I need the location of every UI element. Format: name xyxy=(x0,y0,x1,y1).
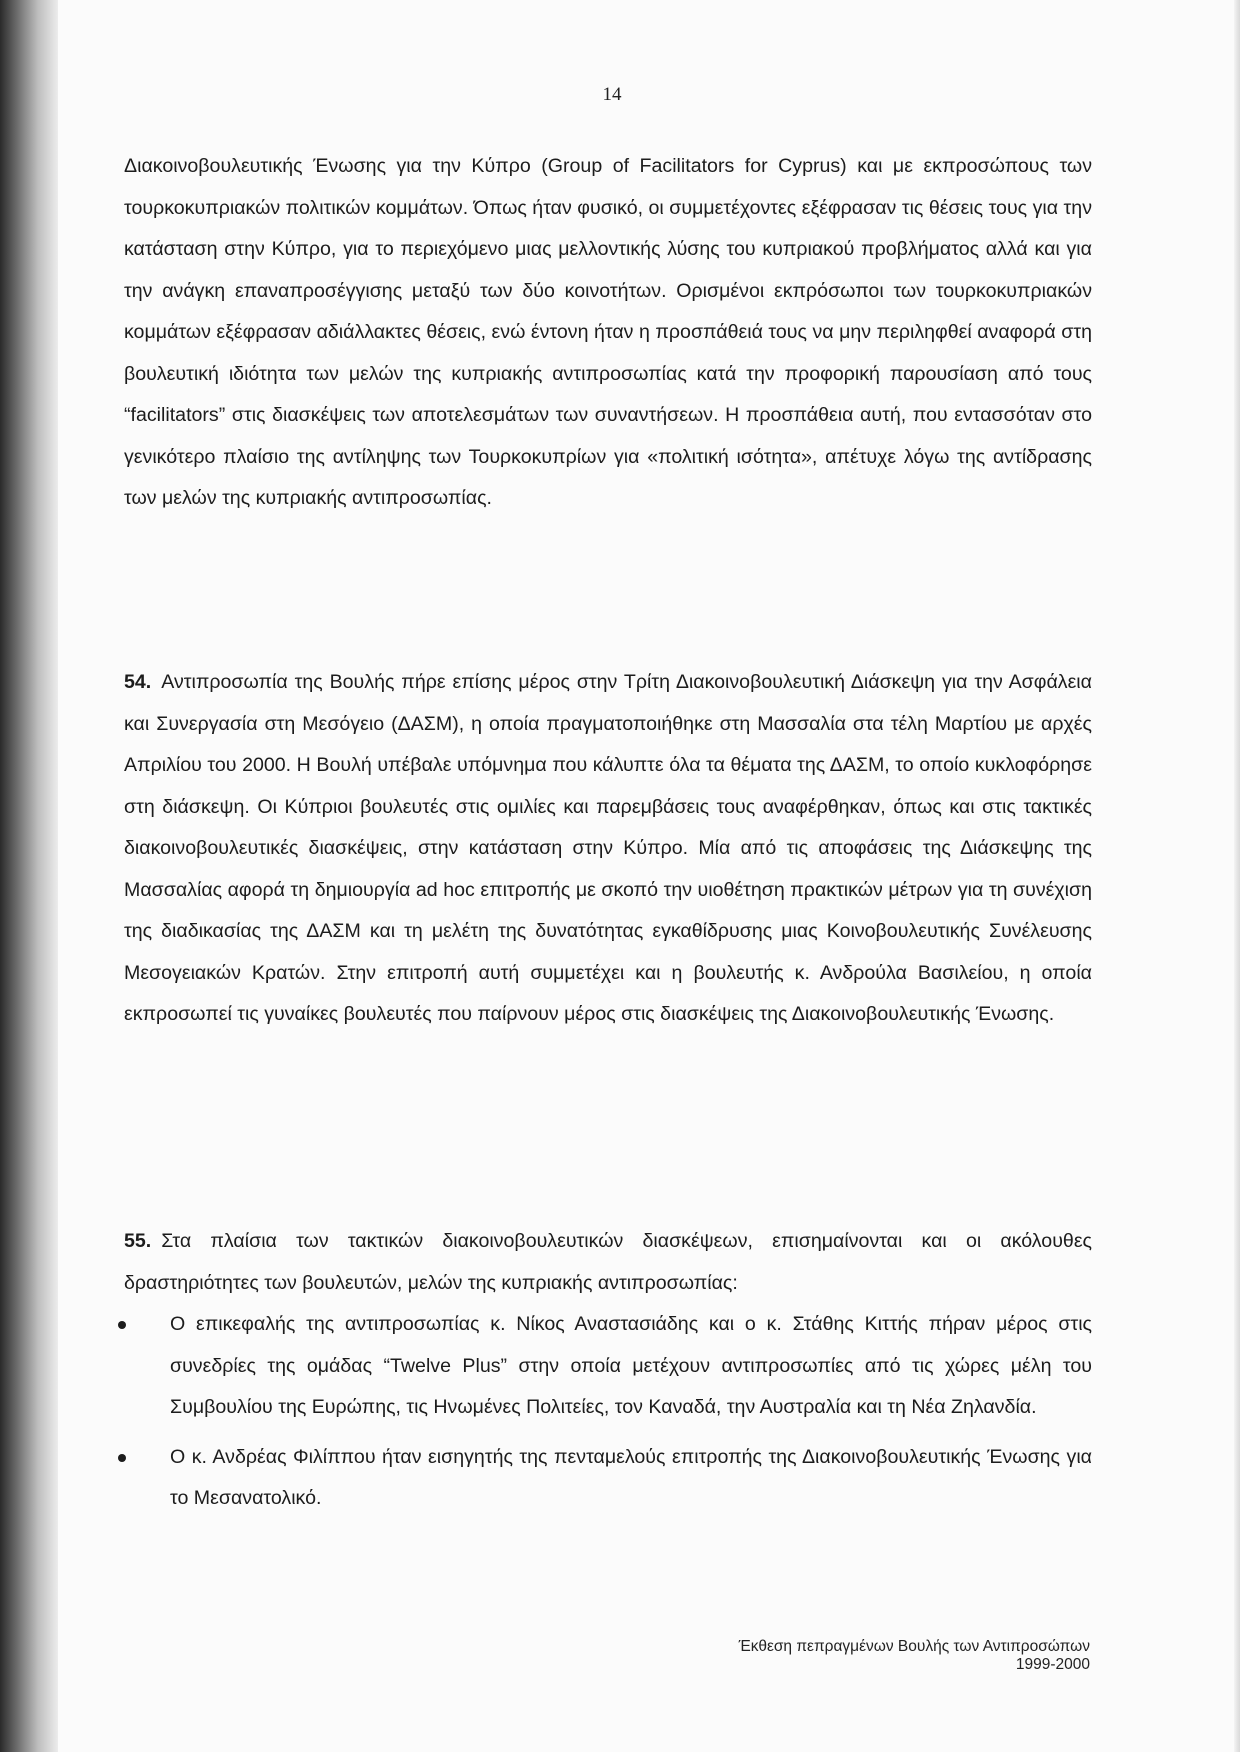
section-55 xyxy=(124,1221,1092,1520)
bullet-item xyxy=(124,1437,1092,1520)
bullet-item-text: Ο κ. Ανδρέας Φιλίππου ήταν εισηγητής της πενταμελούς επιτροπής της Διακοινοβουλευτικής Ένωσης για το Μεσανατολικό. xyxy=(170,1445,1092,1509)
section-55-text: Στα πλαίσια των τακτικών διακοινοβουλευτικών διασκέψεων, επισημαίνονται και οι ακόλουθες δραστηριότητες των βουλευτών, μελών της κυπριακής αντιπροσωπίας: xyxy=(124,1230,1092,1294)
section-54 xyxy=(124,662,1092,1036)
bullet-item-text: Ο επικεφαλής της αντιπροσωπίας κ. Νίκος Αναστασιάδης και ο κ. Στάθης Κιττής πήραν μέρος στις συνεδρίες της ομάδας “Twelve Plus” στην οποία μετέχουν αντιπροσωπίες από τις χώρες μέλη του Συμβουλίου της Ευρώπης, τις Ηνωμένες Πολιτείες, τον Καναδά, την Αυστραλία και τη Νέα Ζηλανδία. xyxy=(170,1313,1092,1418)
bullet-item xyxy=(124,1304,1092,1429)
bullet-icon xyxy=(118,1321,126,1329)
section-54-number: 54. xyxy=(124,671,152,693)
binding-shadow xyxy=(0,0,58,1752)
section-55-paragraph xyxy=(124,1221,1092,1304)
page-edge xyxy=(1234,0,1240,1752)
paragraph-continuation xyxy=(124,146,1092,520)
section-55-number: 55. xyxy=(124,1230,152,1252)
section-54-text: Αντιπροσωπία της Βουλής πήρε επίσης μέρος στην Τρίτη Διακοινοβουλευτική Διάσκεψη για την Ασφάλεια και Συνεργασία στη Μεσόγειο (ΔΑΣΜ), η οποία πραγματοποιήθηκε στη Μασσαλία στα τέλη Μαρτίου με αρχές Απριλίου του 2000. Η Βουλή υπέβαλε υπόμνημα που κάλυπτε όλα τα θέματα της ΔΑΣΜ, το οποίο κυκλοφόρησε στη διάσκεψη. Οι Κύπριοι βουλευτές στις ομιλίες και παρεμβάσεις τους αναφέρθηκαν, όπως και στις τακτικές διακοινοβουλευτικές διασκέψεις, στην κατάσταση στην Κύπρο. Μία από τις αποφάσεις της Διάσκεψης της Μασσαλίας αφορά τη δημιουργία ad hoc επιτροπής με σκοπό την υιοθέτηση πρακτικών μέτρων για τη συνέχιση της διαδικασίας της ΔΑΣΜ και τη μελέτη της δυνατότητας εγκαθίδρυσης μιας Κοινοβουλευτικής Συνέλευσης Μεσογειακών Κρατών. Στην επιτροπή αυτή συμμετέχει και η βουλευτής κ. Ανδρούλα Βασιλείου, η οποία εκπροσωπεί τις γυναίκες βουλευτές που παίρνουν μέρος στις διασκέψεις της Διακοινοβουλευτικής Ένωσης. xyxy=(124,671,1092,1025)
section-54-paragraph xyxy=(124,662,1092,1036)
page-number: 14 xyxy=(602,84,622,105)
bullet-icon xyxy=(118,1454,126,1462)
page-footer: Έκθεση πεπραγμένων Βουλής των Αντιπροσώπων 1999-2000 xyxy=(738,1638,1090,1673)
section-55-bullet-list xyxy=(124,1304,1092,1520)
paragraph-continuation-text: Διακοινοβουλευτικής Ένωσης για την Κύπρο (Group of Facilitators for Cyprus) και με εκπροσώπους των τουρκοκυπριακών πολιτικών κομμάτων. Όπως ήταν φυσικό, οι συμμετέχοντες εξέφρασαν τις θέσεις τους για την κατάσταση στην Κύπρο, για το περιεχόμενο μιας μελλοντικής λύσης του κυπριακού προβλήματος αλλά και για την ανάγκη επαναπροσέγγισης μεταξύ των δύο κοινοτήτων. Ορισμένοι εκπρόσωποι των τουρκοκυπριακών κομμάτων εξέφρασαν αδιάλλακτες θέσεις, ενώ έντονη ήταν η προσπάθειά τους να μην περιληφθεί αναφορά στη βουλευτική ιδιότητα των μελών της κυπριακής αντιπροσωπίας κατά την προφορική παρουσίαση από τους “facilitators” στις διασκέψεις των αποτελεσμάτων των συναντήσεων. Η προσπάθεια αυτή, που εντασσόταν στο γενικότερο πλαίσιο της αντίληψης των Τουρκοκυπρίων για «πολιτική ισότητα», απέτυχε λόγω της αντίδρασης των μελών της κυπριακής αντιπροσωπίας. xyxy=(124,155,1092,509)
